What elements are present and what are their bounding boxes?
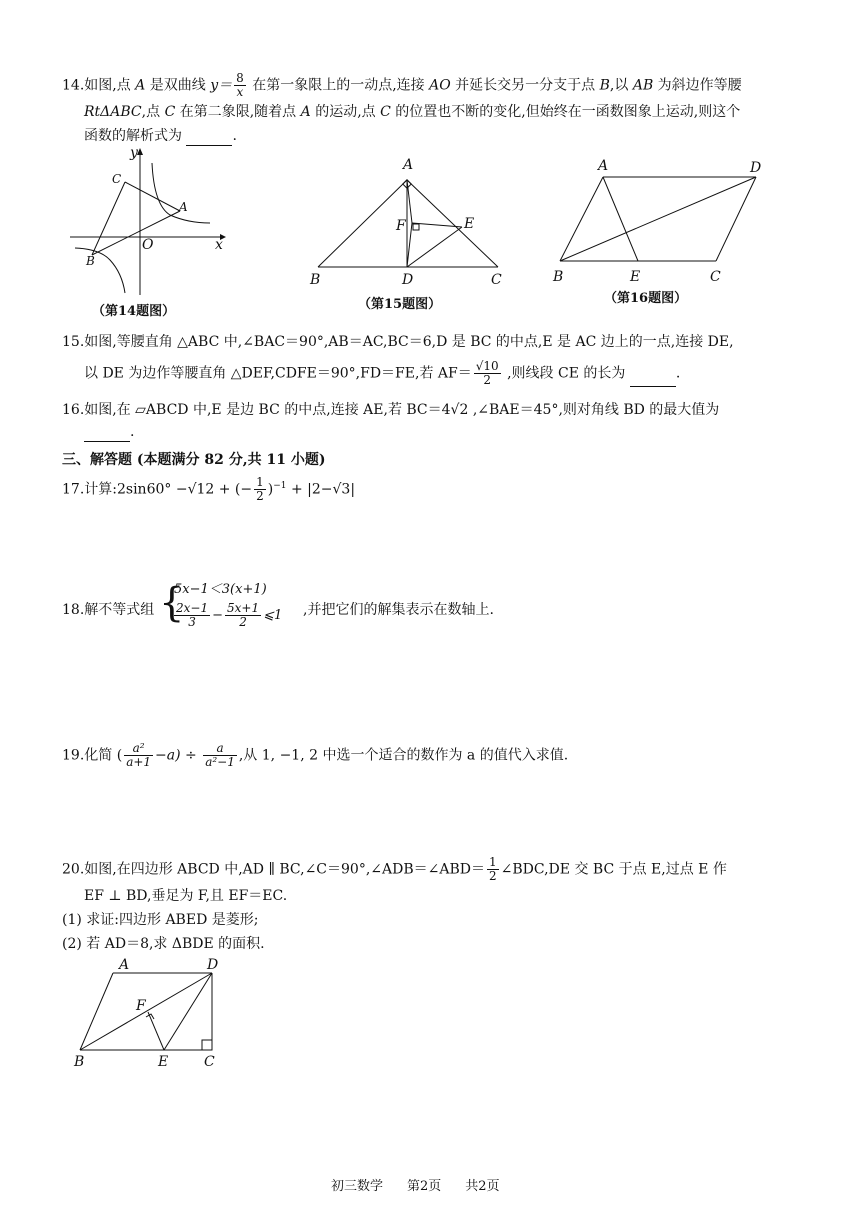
figure-20 (70, 955, 230, 1075)
q14-line2: RtΔABC,点 C 在第二象限,随着点 A 的运动,点 C 的位置也不断的变化,但始终在一函数图象上运动,则这个 (84, 104, 741, 120)
fig20-label-F: F (136, 998, 146, 1014)
fig15-label-E: E (464, 216, 475, 232)
q14-line3: 函数的解析式为 . (84, 128, 237, 144)
fig14-label-B: B (86, 254, 95, 268)
fig14-label-y: y (130, 145, 138, 161)
fig15-label-D: D (402, 272, 414, 288)
fig14-label-C: C (112, 172, 122, 186)
fig14-caption: （第14题图） (92, 304, 176, 319)
fig14-label-A: A (179, 200, 188, 214)
q20-part1: (1) 求证:四边形 ABED 是菱形; (62, 912, 259, 928)
fig14-label-x: x (215, 237, 223, 253)
figure-16 (548, 155, 768, 285)
fig15-label-A: A (403, 157, 414, 173)
q15-line1: 15.如图,等腰直角 △ABC 中,∠BAC＝90°,AB＝AC,BC＝6,D 是 BC 的中点,E 是 AC 边上的一点,连接 DE, (62, 334, 734, 350)
fig16-label-A: A (598, 158, 609, 174)
fig16-label-D: D (750, 160, 762, 176)
q18-prefix: 18.解不等式组 (62, 602, 155, 618)
fig15-label-C: C (491, 272, 502, 288)
answer-blank (84, 427, 130, 442)
fig16-label-B: B (553, 269, 564, 285)
section-heading: 三、解答题 (本题满分 82 分,共 11 小题) (62, 452, 326, 468)
figure-15 (310, 155, 510, 290)
q14-line1: 14.如图,点 A 是双曲线 y＝ $\frac{8}{x}$ 在第一象限上的一动点,连接 AO 并延长交另一分支于点 B,以 AB 为斜边作等腰 (62, 71, 742, 99)
figure-14 (70, 145, 230, 295)
q20-line2: EF ⊥ BD,垂足为 F,且 EF＝EC. (84, 888, 288, 904)
fig20-label-C: C (204, 1054, 215, 1070)
fig15-caption: （第15题图） (358, 297, 442, 312)
fig14-label-O: O (142, 237, 154, 253)
q18-row1: 5x−1＜3(x+1) (174, 582, 267, 597)
q18-brace: { (159, 580, 185, 626)
fig15-label-B: B (310, 272, 321, 288)
q16-line1: 16.如图,在 ▱ABCD 中,E 是边 BC 的中点,连接 AE,若 BC＝4√2 ,∠BAE＝45°,则对角线 BD 的最大值为 (62, 402, 720, 418)
fig15-label-F: F (396, 218, 406, 234)
fig16-caption: （第16题图） (604, 291, 688, 306)
q17: 17.计算:2sin60° −√12 + (− $\frac{1}{2}$ )$^{-1}$ + |2−√3| (62, 475, 356, 503)
fig20-label-A: A (119, 957, 130, 973)
q18-suffix: ,并把它们的解集表示在数轴上. (303, 602, 494, 618)
q16-line2: . (84, 422, 134, 442)
q15-line2: 以 DE 为边作等腰直角 △DEF,CDFE＝90°,FD＝FE,若 AF＝ $\frac{√10}{2}$ ,则线段 CE 的长为 . (84, 359, 681, 387)
fig20-label-D: D (207, 957, 219, 973)
q19: 19.化简 ( $\frac{\text{a²}}{a+1}$ −a) ÷ $\frac{a}{\text{a²−1}}$ ,从 1, −1, 2 中选一个适合的数作为 a 的值代入求值. (62, 741, 569, 769)
answer-blank (186, 131, 232, 146)
q20-line1: 20.如图,在四边形 ABCD 中,AD ∥ BC,∠C＝90°,∠ADB＝∠ABD＝ $\frac{1}{2}$ ∠BDC,DE 交 BC 于点 E,过点 E 作 (62, 855, 727, 883)
q20-part2: (2) 若 AD＝8,求 ΔBDE 的面积. (62, 936, 265, 952)
fig16-label-E: E (630, 269, 641, 285)
footer: 初三数学 第2页 共2页 (331, 1179, 500, 1194)
q18-row2: $\frac{2x-1}{3}$ − $\frac{5x+1}{2}$ ⩽1 (176, 601, 283, 629)
answer-blank (630, 372, 676, 387)
fig20-label-E: E (158, 1054, 169, 1070)
fig16-label-C: C (710, 269, 721, 285)
fig20-label-B: B (74, 1054, 85, 1070)
